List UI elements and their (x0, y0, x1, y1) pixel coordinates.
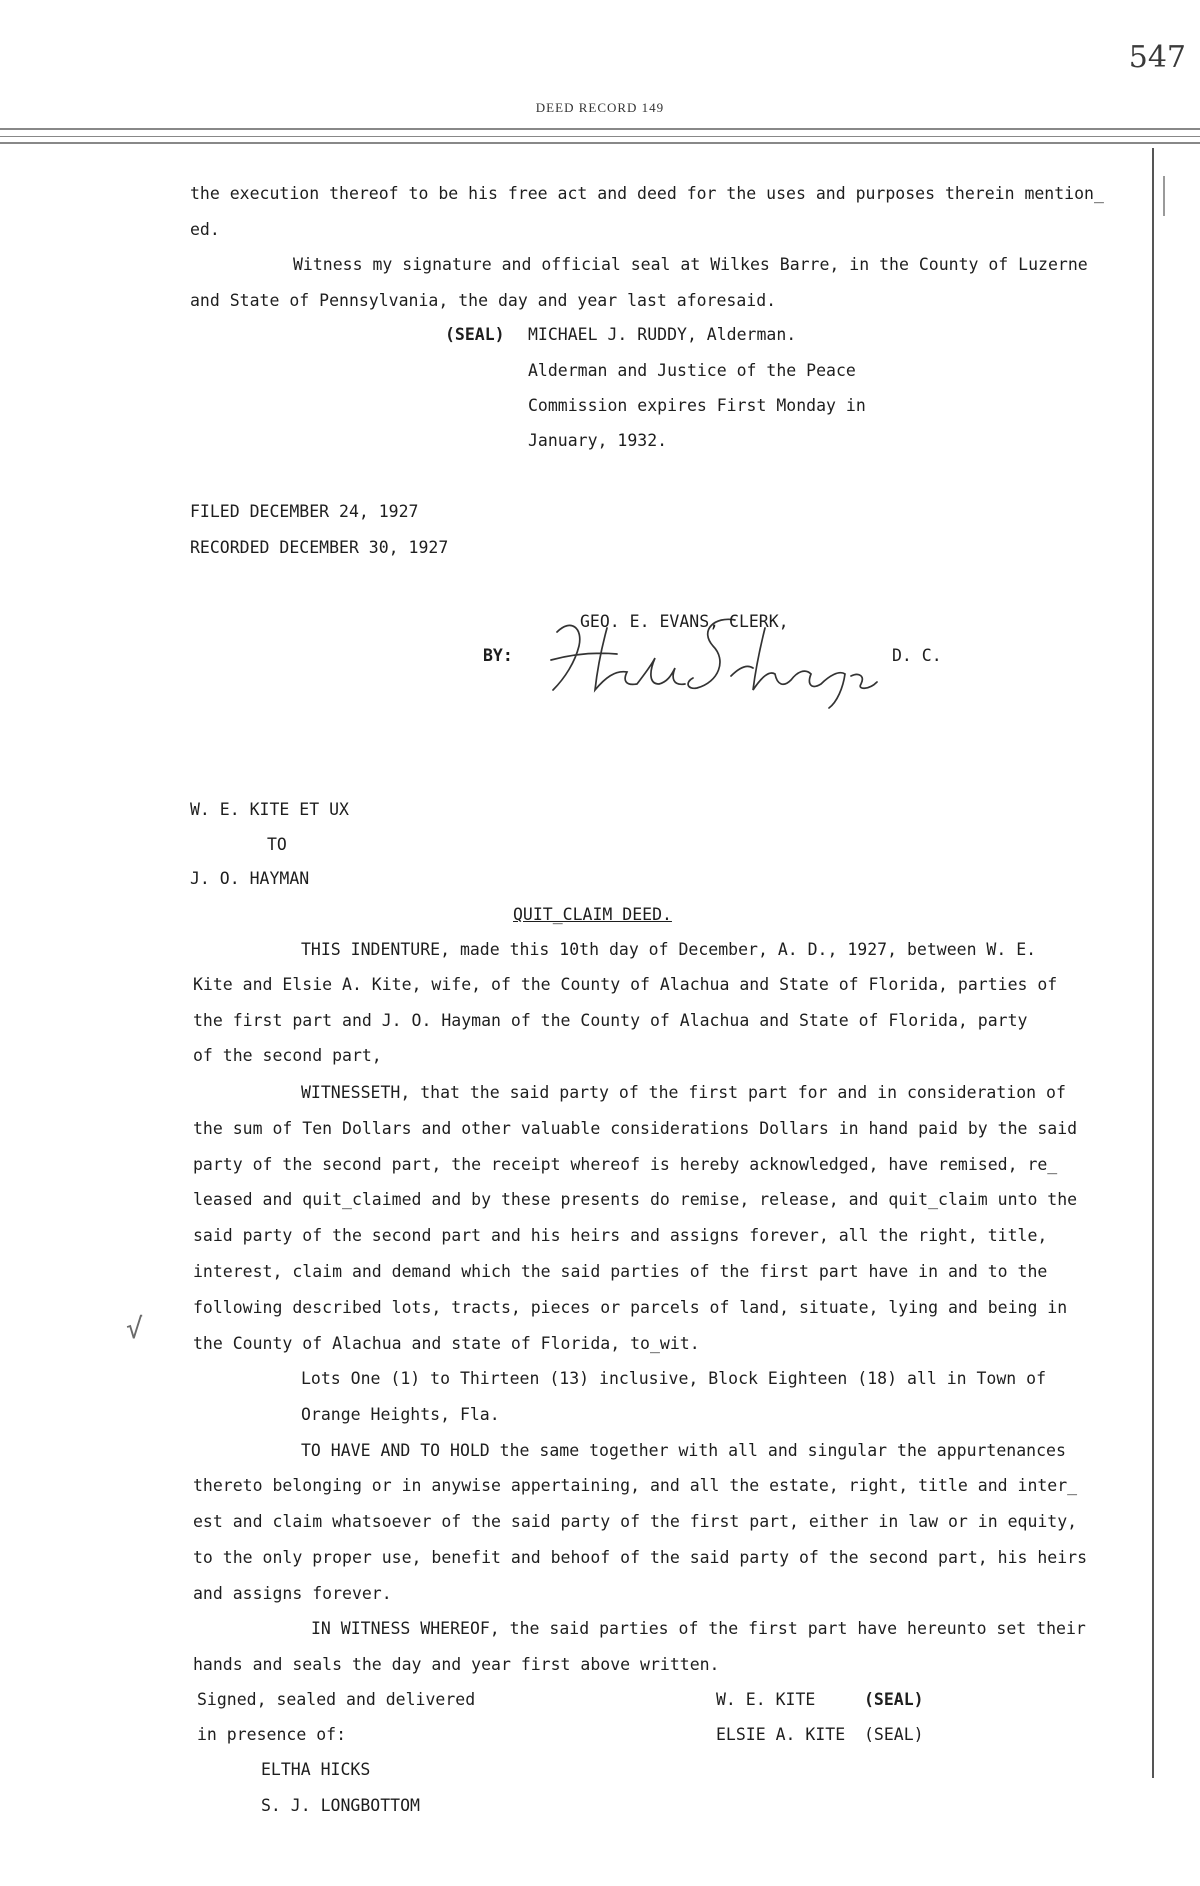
signer-2-name: ELSIE A. KITE (716, 1725, 846, 1744)
ack-line-3: Witness my signature and official seal at Wilkes Barre, in the County of Luzerne (293, 255, 1088, 274)
margin-check-mark: √ (126, 1312, 143, 1345)
body-p3-line-1: Lots One (1) to Thirteen (13) inclusive, Block Eighteen (18) all in Town of (301, 1369, 1047, 1388)
body-p2-line-2: the sum of Ten Dollars and other valuable considerations Dollars in hand paid by the said (193, 1119, 1078, 1138)
to-label: TO (267, 835, 287, 854)
clerk-name: GEO. E. EVANS, CLERK, (580, 612, 789, 631)
grantee-name: J. O. HAYMAN (190, 869, 310, 888)
signer-1-seal: (SEAL) (864, 1690, 924, 1709)
body-p2-line-4: leased and quit_claimed and by these presents do remise, release, and quit_claim unto the (193, 1190, 1078, 1209)
signer-1-name: W. E. KITE (716, 1690, 816, 1709)
body-p2-line-6: interest, claim and demand which the said parties of the first part have in and to the (193, 1262, 1048, 1281)
ack-line-1: the execution thereof to be his free act and deed for the uses and purposes therein mention_ (190, 184, 1104, 203)
clerk-signature-block (475, 590, 975, 720)
header-rule-bottom (0, 142, 1200, 144)
body-p5-line-1: IN WITNESS WHEREOF, the said parties of the first part have hereunto set their (311, 1619, 1086, 1638)
witness-1: ELTHA HICKS (261, 1760, 371, 1779)
header-rule-middle (0, 136, 1200, 137)
header-rule-top (0, 128, 1200, 130)
body-p4-line-4: to the only proper use, benefit and behoof of the said party of the second part, his heirs (193, 1548, 1088, 1567)
seal-label: (SEAL) (445, 325, 505, 344)
body-p2-line-8: the County of Alachua and state of Florida, to_wit. (193, 1334, 700, 1353)
body-p4-line-3: est and claim whatsoever of the said party of the first part, either in law or in equity, (193, 1512, 1078, 1531)
page-number: 547 (1128, 40, 1186, 75)
deputy-clerk-suffix: D. C. (892, 646, 942, 665)
body-p4-line-1: TO HAVE AND TO HOLD the same together with all and singular the appurtenances (301, 1441, 1066, 1460)
ack-line-4: and State of Pennsylvania, the day and year last aforesaid. (190, 291, 777, 310)
signed-sealed-delivered: Signed, sealed and delivered (197, 1690, 476, 1709)
body-p5-line-2: hands and seals the day and year first above written. (193, 1655, 720, 1674)
body-p2-line-3: party of the second part, the receipt whereof is hereby acknowledged, have remised, re_ (193, 1155, 1058, 1174)
officer-title: Alderman and Justice of the Peace (528, 361, 856, 380)
body-p1-line-2: Kite and Elsie A. Kite, wife, of the County of Alachua and State of Florida, parties of (193, 975, 1058, 994)
margin-tick-mark (1163, 176, 1165, 216)
body-p2-line-7: following described lots, tracts, pieces or parcels of land, situate, lying and being in (193, 1298, 1068, 1317)
in-presence-of: in presence of: (197, 1725, 347, 1744)
book-header: DEED RECORD 149 (535, 100, 665, 115)
body-p1-line-4: of the second part, (193, 1046, 382, 1065)
body-p3-line-2: Orange Heights, Fla. (301, 1405, 500, 1424)
witness-2: S. J. LONGBOTTOM (261, 1796, 420, 1815)
body-p2-line-1: WITNESSETH, that the said party of the first part for and in consideration of (301, 1083, 1066, 1102)
recorded-date: RECORDED DECEMBER 30, 1927 (190, 538, 449, 557)
deed-title: QUIT_CLAIM DEED. (513, 905, 672, 924)
body-p4-line-5: and assigns forever. (193, 1584, 392, 1603)
body-p2-line-5: said party of the second part and his heirs and assigns forever, all the right, title, (193, 1226, 1048, 1245)
commission-line-1: Commission expires First Monday in (528, 396, 866, 415)
signer-2-seal: (SEAL) (864, 1725, 924, 1744)
by-label: BY: (483, 646, 513, 665)
officer-name: MICHAEL J. RUDDY, Alderman. (528, 325, 797, 344)
body-p1-line-1: THIS INDENTURE, made this 10th day of December, A. D., 1927, between W. E. (301, 940, 1037, 959)
filed-date: FILED DECEMBER 24, 1927 (190, 502, 419, 521)
grantor-name: W. E. KITE ET UX (190, 800, 349, 819)
ack-line-2: ed. (190, 220, 220, 239)
commission-line-2: January, 1932. (528, 431, 668, 450)
right-margin-line (1152, 148, 1154, 1778)
body-p1-line-3: the first part and J. O. Hayman of the County of Alachua and State of Florida, party (193, 1011, 1028, 1030)
body-p4-line-2: thereto belonging or in anywise appertaining, and all the estate, right, title and inter_ (193, 1476, 1078, 1495)
